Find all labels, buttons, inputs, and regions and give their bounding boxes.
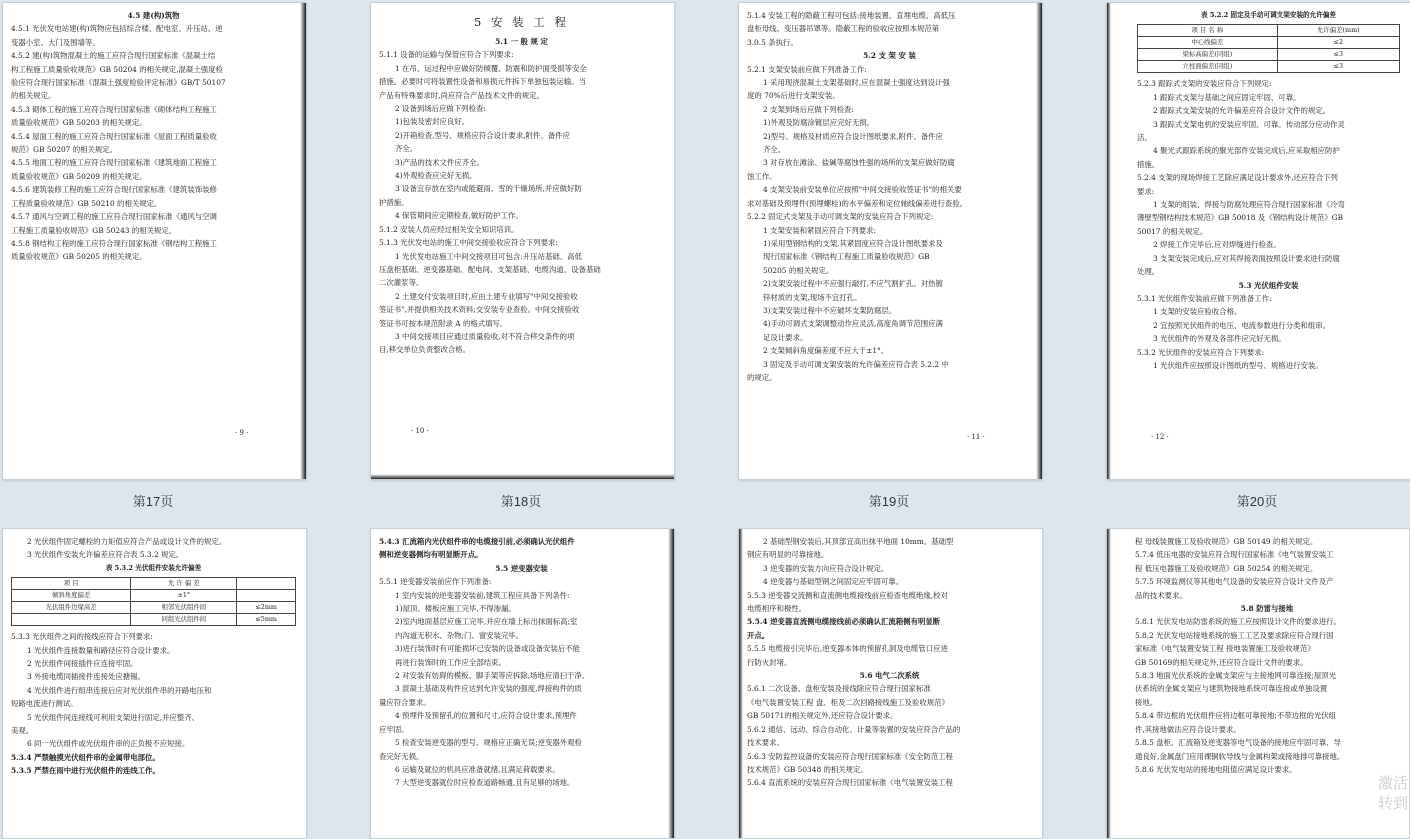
- table-cell: ≤3: [1277, 49, 1399, 61]
- text-line: 短路电流进行测试。: [11, 699, 78, 709]
- section-heading: 5.1 一 般 规 定: [495, 37, 548, 46]
- text-line: 5.8.3 地面光伏系统的金属支架应与主接地网可靠连接;屋顶光: [1135, 671, 1337, 681]
- text-line: 4 逆变器与基础型钢之间固定应牢固可靠。: [763, 577, 904, 587]
- table-cell: 中心线偏差: [1138, 37, 1278, 49]
- page-thumbnail-22[interactable]: [370, 528, 675, 839]
- text-line: 6 运输及就位的机具应准备就绪,且满足荷载要求。: [395, 764, 560, 774]
- table-cell: 同组光伏组件间: [131, 614, 237, 626]
- text-line: 1 在吊、运过程中应做好防倾覆、防震和防护面受损等安全: [395, 63, 587, 73]
- text-line: 4)外观检查应完好无损。: [395, 171, 477, 181]
- text-line: 2)型号、规格及材质应符合设计图纸要求,附件、备件应: [763, 131, 943, 141]
- section-heading: 5.2 支 架 安 装: [863, 51, 916, 61]
- table-row: [1138, 37, 1400, 49]
- watermark-line: 激活: [1377, 774, 1408, 792]
- page-text: [379, 535, 664, 832]
- page-thumbnail-20[interactable]: [1106, 2, 1410, 480]
- text-line: 3 外接电缆同插接件连接处应搪锡。: [27, 672, 145, 682]
- text-line: 1 光伏发电站施工中间交接项目可包含:升压站基础、高低: [395, 251, 582, 261]
- text-line: 技术规范》GB 50348 的相关规定。: [747, 764, 868, 774]
- table-row: [1138, 25, 1400, 37]
- text-line: 《电气装置安装工程 盘、柜及二次回路接线施工及验收规范》: [747, 697, 949, 707]
- text-line: 工程施工质量验收规范》GB 50243 的相关规定。: [11, 225, 177, 235]
- text-line: 1)屋顶、楼板应施工完毕,不得渗漏。: [395, 604, 516, 614]
- section-heading: 5 安 装 工 程: [474, 15, 569, 29]
- text-line: 4.5.8 钢结构工程的施工应符合现行国家标准《钢结构工程施工: [11, 238, 217, 248]
- text-line: 2)室内地面基层应施工完毕,并应在墙上标出抹面标高;室: [395, 617, 578, 627]
- text-line: 质量验收规范》GB 50209 的相关规定。: [11, 171, 147, 181]
- table-cell: 项 目 名 称: [1138, 25, 1278, 37]
- text-line: 3 光伏组件的外观及各部件应完好无损。: [1153, 334, 1286, 344]
- page-thumbnail-19[interactable]: [738, 2, 1043, 480]
- text-line: 2 设备到场后应做下列检查:: [395, 104, 486, 114]
- activation-watermark: [1378, 773, 1408, 813]
- text-line: 措施。必要时可将装置性设备和易损元件拆下单独包装运输。当: [379, 77, 586, 87]
- text-line: 5.2.2 固定式支架及手动可调支架的安装应符合下列规定:: [747, 212, 934, 222]
- text-line: 5 检查安装逆变器的型号、规格应正确无误;逆变器外观检: [395, 738, 582, 748]
- text-line: 5.3.2 光伏组件的安装应符合下列要求:: [1137, 347, 1265, 357]
- page-number: · 10 ·: [411, 427, 429, 435]
- text-line: 接地。: [1135, 697, 1158, 707]
- text-line: 5.1.4 安装工程的隐蔽工程可包括:接地装置、直埋电缆、高低压: [747, 11, 956, 20]
- text-line: 钢应有明显的可靠接地。: [747, 550, 829, 560]
- text-line: 程 低压电器施工及验收规范》GB 50254 的相关规定。: [1135, 563, 1318, 573]
- text-line: 3)产品的技术文件应齐全。: [395, 157, 484, 167]
- scan-edge: [668, 529, 674, 838]
- section-heading: 5.3 光伏组件安装: [1238, 280, 1299, 290]
- text-line: 度的 70%后进行支架安装。: [747, 91, 840, 101]
- text-line: 4.5.7 通风与空调工程的施工应符合现行国家标准《通风与空调: [11, 212, 217, 222]
- text-line: GB 50169的相关规定外,还应符合设计文件的要求。: [1135, 657, 1308, 667]
- text-line: 应牢固。: [379, 724, 409, 734]
- text-line: 3.0.5 条执行。: [747, 37, 798, 47]
- text-line: 3 支架安装完成后,应对其焊接表面按照设计要求进行防腐: [1153, 253, 1340, 263]
- page-number: · 12 ·: [1151, 433, 1169, 441]
- text-line: 5.6.3 安防监控设备的安装应符合现行国家标准《安全防范工程: [747, 751, 953, 761]
- text-line: 5.5.1 逆变器安装前应作下列准备:: [379, 577, 492, 587]
- scan-edge: [300, 3, 306, 479]
- text-line: 求对基础及预埋件(预埋螺栓)的水平偏差和定位轴线偏差进行查验。: [747, 198, 968, 208]
- text-line: 齐全。: [763, 145, 786, 155]
- text-line: 5.8.4 带边框的光伏组件应将边框可靠接地;不带边框的光伏组: [1135, 711, 1337, 721]
- text-line: 4.5.3 砌体工程的施工应符合现行国家标准《砌体结构工程施工: [11, 104, 217, 114]
- page-thumbnail-18[interactable]: [370, 2, 675, 480]
- text-line: 3 固定及手动可调支架安装的允许偏差应符合表 5.2.2 中: [763, 359, 949, 369]
- table-cell: 允许偏差(mm): [1277, 25, 1399, 37]
- text-line: 质量验收规范》GB 50205 的相关规定。: [11, 252, 147, 262]
- text-line: 构工程施工质量验收规范》GB 50204 的相关规定,混凝土强度检: [11, 64, 223, 74]
- text-line: 5.2.1 支架安装前应做下列准备工作:: [747, 64, 867, 74]
- page-text: [747, 9, 1032, 473]
- text-line: 措施。: [1137, 159, 1160, 169]
- text-line: 5.3.1 光伏组件安装前应做下列准备工作:: [1137, 293, 1272, 303]
- table-cell: ≤2: [1277, 37, 1399, 49]
- text-line: 量应符合要求。: [379, 697, 431, 707]
- table-cell: 相邻光伏组件间: [131, 602, 237, 614]
- table-cell: 允 许 偏 差: [131, 578, 237, 590]
- text-line: 5.3.3 光伏组件之间的接线应符合下列要求:: [11, 632, 153, 642]
- text-line: 5.4.3 汇流箱内光伏组件串的电缆接引前,必须确认光伏组件: [379, 537, 575, 546]
- text-line: 2 土建交付安装项目时,应由土建专业填写"中间交接验收: [395, 291, 578, 301]
- text-line: 目,移交单位负责整改合格。: [379, 345, 471, 355]
- text-line: 5.5.3 逆变器交流侧和直流侧电缆接线前应检查电缆绝缘,校对: [747, 590, 948, 600]
- text-line: 5.6.2 通信、远动、综合自动化、计量等装置的安装应符合产品的: [747, 724, 961, 734]
- text-line: 变器小室、大门及围墙等。: [11, 37, 100, 47]
- text-line: 通良好,金属盘门应用裸铜软导线与金属构架或接地排可靠接地。: [1135, 751, 1345, 761]
- text-line: 1 室内安装的逆变器安装前,建筑工程应具备下列条件:: [395, 590, 570, 600]
- text-line: 4 支架安装前安装单位应按照"中间交接验收签证书"的相关要: [763, 185, 962, 195]
- text-line: 二次灌浆等。: [379, 278, 424, 288]
- text-line: 3)进行装饰时有可能损坏已安装的设备或设备安装后不能: [395, 644, 580, 654]
- table-cell: 梁标高偏差(同组): [1138, 49, 1278, 61]
- text-line: 50017 的相关规定。: [1137, 226, 1208, 236]
- page-text: [1135, 535, 1399, 832]
- table-cell: 光伏组件边缘高差: [12, 602, 131, 614]
- text-line: 1 跟踪式支架与基础之间应固定牢固、可靠。: [1153, 92, 1301, 102]
- text-line: 电缆相序和极性。: [747, 604, 807, 614]
- table-row: [12, 590, 296, 602]
- text-line: 产品有特殊要求时,尚应符合产品技术文件的规定。: [379, 90, 544, 100]
- text-line: 2 跟踪式支架安装的允许偏差应符合设计文件的规定。: [1153, 106, 1331, 116]
- text-line: 5.1.2 安装人员应经过相关安全知识培训。: [379, 224, 519, 234]
- text-line: 4.5.2 建(构)筑物混凝土的施工应符合现行国家标准《混凝土结: [11, 51, 216, 61]
- page-caption-18[interactable]: 第18页: [500, 494, 542, 509]
- text-line: 1)包装及密封应良好。: [395, 117, 470, 127]
- text-line: 5.2.3 跟踪式支架的安装应符合下列规定:: [1137, 79, 1272, 89]
- text-line: 查完好无损。: [379, 751, 424, 761]
- text-line: 锌材质的支架,现场不宜打孔。: [763, 292, 862, 302]
- text-line: 2)开箱检查,型号、规格应符合设计要求,附件、备件应: [395, 130, 570, 140]
- text-line: 5.3.5 严禁在雨中进行光伏组件的连线工作。: [11, 766, 160, 776]
- text-line: 3 逆变器的安装方向应符合设计规定。: [763, 563, 889, 573]
- page-caption-19[interactable]: 第19页: [868, 494, 910, 509]
- text-line: 3 设备宜存放在室内或能避雨、雪的干燥场所,并应做好防: [395, 184, 582, 194]
- section-heading: 5.5 逆变器安装: [495, 563, 548, 573]
- page-number: · 11 ·: [967, 433, 985, 441]
- spec-table: [1137, 24, 1400, 73]
- text-line: 1 支架的安装应验收合格。: [1153, 307, 1242, 317]
- text-line: 1)外观及防腐涂镀层应完好无损。: [763, 118, 875, 128]
- text-line: 4 保管期间应定期检查,做好防护工作。: [395, 211, 523, 221]
- text-line: 齐全。: [395, 144, 418, 154]
- text-line: 5 光伏组件间连接线可利用支架进行固定,并应整齐、: [27, 712, 199, 722]
- table-row: [12, 602, 296, 614]
- text-line: 2 焊接工作完毕后,应对焊缝进行检查。: [1153, 240, 1281, 250]
- text-line: 开点。: [747, 630, 770, 640]
- text-line: 2 支架倾斜角度偏差度不应大于±1°。: [763, 346, 889, 356]
- table-cell: [237, 578, 296, 590]
- text-line: 4.5.1 光伏发电站建(构)筑物应包括综合楼、配电室、升压站、逆: [11, 24, 223, 34]
- page-thumbnail-24[interactable]: [1106, 528, 1410, 839]
- table-cell: [12, 614, 131, 626]
- page-number: · 9 ·: [235, 429, 249, 437]
- text-line: 5.6.1 二次设备、盘柜安装及接线除应符合现行国家标准: [747, 684, 931, 694]
- table-title: 表 5.2.2 固定及手动可调支架安装的允许偏差: [1200, 11, 1337, 19]
- page-caption-17[interactable]: 第17页: [132, 494, 174, 509]
- text-line: 2 基础型钢安装后,其顶部宜高出抹平地面 10mm。基础型: [763, 537, 954, 546]
- text-line: 薄壁型钢结构技术规范》GB 50018 及《钢结构设计规范》GB: [1137, 213, 1344, 223]
- table-cell: ≤5mm: [237, 614, 296, 626]
- text-line: 签证书可按本规范附录 A 的格式填写。: [379, 318, 508, 328]
- text-line: 4.5.4 屋面工程的施工应符合现行国家标准《屋面工程质量验收: [11, 131, 217, 141]
- text-line: 3 光伏组件安装允许偏差应符合表 5.3.2 规定。: [27, 550, 184, 560]
- text-line: 4.5.5 地面工程的施工应符合现行国家标准《建筑地面工程施工: [11, 158, 217, 168]
- section-heading: 5.8 防雷与接地: [1240, 604, 1294, 614]
- text-line: 2 支架到场后应做下列检查:: [763, 104, 854, 114]
- page-text: [379, 9, 664, 473]
- text-line: GB 50171的相关规定外,还应符合设计要求。: [747, 711, 898, 721]
- text-line: 美观。: [11, 726, 34, 736]
- text-line: 5.7.4 低压电器的安装应符合现行国家标准《电气装置安装工: [1135, 550, 1334, 560]
- text-line: 侧和逆变器侧均有明显断开点。: [379, 550, 483, 560]
- text-line: 5.8.1 光伏发电站防雷系统的施工应按照设计文件的要求进行。: [1135, 617, 1341, 627]
- page-thumbnail-17[interactable]: [2, 2, 307, 480]
- text-line: 再进行装饰时的工作应全部结束。: [395, 657, 506, 667]
- table-title: 表 5.3.2 光伏组件安装允许偏差: [105, 563, 202, 572]
- text-line: 品的技术要求。: [1135, 590, 1187, 600]
- table-row: [1138, 49, 1400, 61]
- page-text: [11, 535, 296, 832]
- page-caption-20[interactable]: 第20页: [1236, 494, 1278, 509]
- text-line: 1)采用型钢结构的支架,其紧固度应符合设计图纸要求及: [763, 238, 943, 248]
- scan-edge: [1107, 3, 1111, 479]
- table-row: [1138, 61, 1400, 73]
- text-line: 伏系统的金属支架应与建筑物接地系统可靠连接或单独设置: [1135, 684, 1328, 694]
- text-line: 5.2.4 支架的现场焊接工艺除应满足设计要求外,还应符合下列: [1137, 173, 1338, 183]
- section-heading: 5.6 电气二次系统: [859, 671, 920, 681]
- table-cell: 倾斜角度偏差: [12, 590, 131, 602]
- text-line: 3 中间交接项目应通过质量验收,对不符合移交条件的项: [395, 331, 575, 341]
- text-line: 要求:: [1137, 186, 1155, 196]
- page-thumbnail-23[interactable]: [738, 528, 1043, 839]
- watermark-line: 转到: [1377, 794, 1408, 812]
- text-line: 2 宜按照光伏组件的电压、电流参数进行分类和组串。: [1153, 320, 1331, 330]
- text-line: 验应符合现行国家标准《混凝土强度检验评定标准》GB/T 50107: [11, 78, 226, 88]
- text-line: 的规定。: [747, 372, 777, 382]
- text-line: 5.7.5 环境监测仪等其他电气设备的安装应符合设计文件及产: [1135, 577, 1334, 587]
- text-line: 1 光伏组件连接数量和路径应符合设计要求。: [27, 645, 175, 655]
- table-cell: ≤3: [1277, 61, 1399, 73]
- scan-edge: [739, 529, 743, 838]
- text-line: 盘柜母线、变压器吊罩等。隐蔽工程的验收应按照本规范第: [747, 24, 940, 34]
- text-line: 处理。: [1137, 267, 1160, 277]
- text-line: 1 采用现浇混凝土支架基础时,应在混凝土强度达到设计强: [763, 78, 950, 88]
- page-text: [11, 9, 296, 473]
- section-heading: 4.5 建(构)筑物: [127, 11, 180, 20]
- text-line: 1 光伏组件应按照设计图纸的型号、规格进行安装。: [1153, 360, 1323, 370]
- text-line: 2 光伏组件固定螺栓的力矩值应符合产品或设计文件的规定。: [27, 537, 227, 546]
- text-line: 规范》GB 50207 的相关规定。: [11, 145, 118, 155]
- text-line: 4 预埋件及预留孔的位置和尺寸,应符合设计要求,预埋件: [395, 711, 577, 721]
- text-line: 4 光伏组件进行组串连接后应对光伏组件串的开路电压和: [27, 685, 212, 695]
- text-line: 内沟道无积水、杂物;门、窗安装完毕。: [395, 630, 524, 640]
- page-text: [1137, 9, 1400, 473]
- table-cell: ≤2mm: [237, 602, 296, 614]
- text-line: 5.8.2 光伏发电站接地系统的施工工艺及要求除应符合现行国: [1135, 630, 1334, 640]
- table-row: [12, 578, 296, 590]
- text-line: 4)手动可调式支架调整动作应灵活,高度角调节范围应满: [763, 319, 943, 329]
- text-line: 5.8.6 光伏发电站的接地电阻值应满足设计要求。: [1135, 764, 1297, 774]
- text-line: 5.6.4 直流系统的安装应符合现行国家标准《电气装置安装工程: [747, 778, 953, 788]
- text-line: 蚀工作。: [747, 171, 777, 181]
- text-line: 2)支架安装过程中不应强行敲打,不应气割扩孔。对热镀: [763, 279, 943, 289]
- scan-edge: [1036, 3, 1042, 479]
- table-cell: ±1°: [131, 590, 237, 602]
- text-line: 5.8.5 盘柜、汇流箱及逆变器等电气设备的接地应牢固可靠、导: [1135, 738, 1341, 748]
- text-line: 3 混凝土基础及构件应达到允许安装的强度,焊接构件的质: [395, 684, 582, 694]
- text-line: 活。: [1137, 133, 1152, 143]
- text-line: 2 对安装有妨碍的模板、脚手架等应拆除,场地应清扫干净。: [395, 671, 590, 681]
- text-line: 的相关规定。: [11, 91, 56, 101]
- table-cell: 项 目: [12, 578, 131, 590]
- text-line: 足设计要求。: [763, 332, 808, 342]
- page-text: [747, 535, 1032, 832]
- text-line: 6 同一光伏组件或光伏组件串的正负极不应短接。: [27, 739, 190, 749]
- text-line: 4 聚光式跟踪系统的聚光部件安装完成后,应采取相应防护: [1153, 146, 1340, 156]
- text-line: 5.5.5 电缆接引完毕后,逆变器本体的预留孔洞及电缆管口应进: [747, 644, 948, 654]
- text-line: 压盘柜基础、逆变器基础、配电间、支架基础、电缆沟道、设备基础: [379, 264, 601, 274]
- text-line: 5.3.4 严禁触摸光伏组件串的金属带电部位。: [11, 752, 160, 762]
- text-line: 5.1.1 设备的运输与保管应符合下列要求:: [379, 50, 514, 60]
- text-line: 签证书",并提供相关技术资料;交安装专业查验。中间交接验收: [379, 305, 580, 315]
- text-line: 50205 的相关规定。: [763, 265, 834, 275]
- text-line: 护措施。: [379, 197, 409, 207]
- text-line: 5.5.4 逆变器直流侧电缆接线前必须确认汇流箱侧有明显断: [747, 617, 941, 627]
- table-row: [12, 614, 296, 626]
- text-line: 3 对存放在滩涂、盐碱等腐蚀性强的场所的支架应做好防腐: [763, 158, 955, 168]
- text-line: 3)支架安装过程中不应破坏支架防腐层。: [763, 305, 897, 315]
- scan-edge: [371, 474, 674, 479]
- text-line: 质量验收规范》GB 50203 的相关规定。: [11, 118, 147, 128]
- scan-edge: [1107, 529, 1111, 838]
- text-line: 程 母线装置施工及验收规范》GB 50149 的相关规定。: [1135, 537, 1318, 546]
- text-line: 技术要求。: [747, 738, 784, 748]
- text-line: 2 光伏组件间接插件应连接牢固。: [27, 659, 138, 669]
- text-line: 件,其接地做法应符合设计要求。: [1135, 724, 1241, 734]
- text-line: 行防火封堵。: [747, 657, 792, 667]
- text-line: 现行国家标准《钢结构工程施工质量验收规范》GB: [763, 252, 930, 262]
- text-line: 5.1.3 光伏发电站的施工中间交接验收应符合下列要求:: [379, 238, 558, 248]
- spec-table: [11, 577, 296, 626]
- text-line: 3 跟踪式支架电机的安装应牢固、可靠。传动部分应动作灵: [1153, 119, 1345, 129]
- table-cell: 立柱面偏差(同组): [1138, 61, 1278, 73]
- text-line: 4.5.6 建筑装修工程的施工应符合现行国家标准《建筑装饰装修: [11, 185, 217, 195]
- text-line: 工程质量验收规范》GB 50210 的相关规定。: [11, 198, 162, 208]
- text-line: 家标准《电气装置安装工程 接地装置施工及验收规范》: [1135, 644, 1315, 654]
- table-cell: [237, 590, 296, 602]
- text-line: 7 大型逆变器就位时应检查道路畅通,且有足够的场地。: [395, 778, 575, 788]
- text-line: 1 支架的组装、焊接与防腐处理应符合现行国家标准《冷弯: [1153, 200, 1345, 210]
- text-line: 1 支架安装和紧固应符合下列要求:: [763, 225, 877, 235]
- page-thumbnail-21[interactable]: [2, 528, 307, 839]
